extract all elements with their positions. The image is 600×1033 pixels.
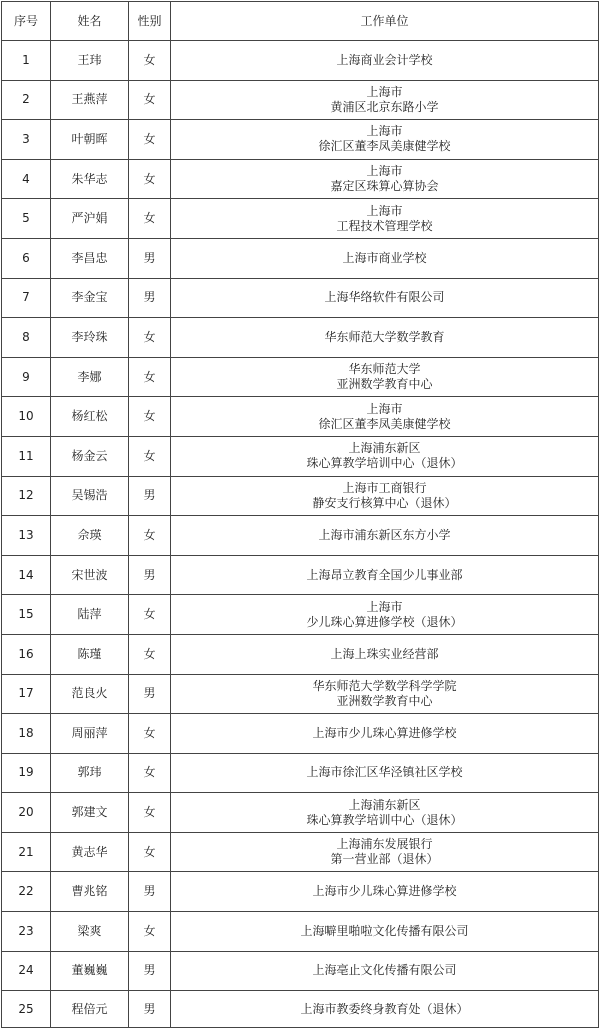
table-row (2, 674, 599, 714)
row-gender: 男 (129, 991, 171, 1028)
row-name: 李娜 (51, 357, 129, 397)
row-index: 16 (2, 634, 51, 674)
row-name: 吴锡浩 (51, 476, 129, 516)
row-gender: 女 (129, 634, 171, 674)
table-row (2, 555, 599, 595)
unit-line: 上海市商业学校 (342, 250, 427, 265)
row-unit (171, 595, 599, 635)
row-gender: 男 (129, 238, 171, 278)
row-index: 11 (2, 436, 51, 476)
row-gender: 女 (129, 199, 171, 239)
row-index: 10 (2, 397, 51, 437)
row-gender: 男 (129, 476, 171, 516)
row-unit (171, 397, 599, 437)
row-gender: 男 (129, 872, 171, 912)
unit-line: 徐汇区董李凤美康健学校 (318, 416, 451, 431)
table-row (2, 595, 599, 635)
unit-line: 上海亳止文化传播有限公司 (312, 963, 457, 978)
row-name: 陈瑾 (51, 634, 129, 674)
row-index: 4 (2, 159, 51, 199)
row-gender: 女 (129, 397, 171, 437)
table-row (2, 436, 599, 476)
row-name: 程倍元 (51, 991, 129, 1028)
row-name: 李昌忠 (51, 238, 129, 278)
row-unit (171, 674, 599, 714)
table-row (2, 476, 599, 516)
table-row (2, 516, 599, 556)
row-unit (171, 634, 599, 674)
row-unit (171, 951, 599, 991)
row-unit (171, 555, 599, 595)
unit-line: 少儿珠心算进修学校（退休） (306, 614, 463, 629)
table-row (2, 793, 599, 833)
row-name: 王燕萍 (51, 80, 129, 120)
row-name: 周丽萍 (51, 714, 129, 754)
row-index: 3 (2, 120, 51, 160)
unit-line: 上海市 (366, 203, 403, 218)
unit-line: 上海浦东新区 (348, 441, 421, 456)
row-index: 7 (2, 278, 51, 318)
row-index: 18 (2, 714, 51, 754)
row-gender: 男 (129, 674, 171, 714)
row-name: 郭玮 (51, 753, 129, 793)
row-gender: 女 (129, 793, 171, 833)
row-name: 黄志华 (51, 832, 129, 872)
table-row (2, 832, 599, 872)
unit-line: 上海噼里啪啦文化传播有限公司 (300, 923, 469, 938)
row-name: 朱华志 (51, 159, 129, 199)
row-index: 13 (2, 516, 51, 556)
row-name: 宋世波 (51, 555, 129, 595)
row-unit (171, 793, 599, 833)
row-unit (171, 80, 599, 120)
unit-line: 上海市 (366, 124, 403, 139)
unit-line: 上海市徐汇区华泾镇社区学校 (306, 765, 463, 780)
unit-line: 黄浦区北京东路小学 (330, 99, 439, 114)
row-unit (171, 238, 599, 278)
header-gender: 性别 (129, 2, 171, 41)
table-row (2, 753, 599, 793)
row-gender: 女 (129, 318, 171, 358)
row-unit (171, 41, 599, 81)
row-name: 郭建文 (51, 793, 129, 833)
row-name: 董巍巍 (51, 951, 129, 991)
table-row (2, 318, 599, 358)
row-index: 24 (2, 951, 51, 991)
row-unit (171, 516, 599, 556)
unit-line: 珠心算教学培训中心（退休） (306, 456, 463, 471)
unit-line: 华东师范大学 (348, 362, 421, 377)
table-body (2, 41, 599, 1028)
row-name: 叶朝晖 (51, 120, 129, 160)
row-name: 曹兆铭 (51, 872, 129, 912)
table-header-row (2, 2, 599, 41)
unit-line: 上海商业会计学校 (336, 52, 433, 67)
row-name: 王玮 (51, 41, 129, 81)
row-gender: 女 (129, 753, 171, 793)
row-index: 5 (2, 199, 51, 239)
row-gender: 女 (129, 595, 171, 635)
row-name: 李金宝 (51, 278, 129, 318)
table-row (2, 872, 599, 912)
row-index: 22 (2, 872, 51, 912)
row-index: 14 (2, 555, 51, 595)
unit-line: 工程技术管理学校 (336, 218, 433, 233)
unit-line: 上海昂立教育全国少儿事业部 (306, 567, 463, 582)
row-index: 12 (2, 476, 51, 516)
row-gender: 女 (129, 436, 171, 476)
row-name: 佘瑛 (51, 516, 129, 556)
table-row (2, 80, 599, 120)
row-name: 梁爽 (51, 912, 129, 952)
row-unit (171, 991, 599, 1028)
row-index: 20 (2, 793, 51, 833)
header-index: 序号 (2, 2, 51, 41)
staff-table (1, 1, 599, 1028)
header-name: 姓名 (51, 2, 129, 41)
row-index: 19 (2, 753, 51, 793)
table-row (2, 951, 599, 991)
unit-line: 上海市 (366, 164, 403, 179)
row-unit (171, 753, 599, 793)
row-unit (171, 714, 599, 754)
table-row (2, 120, 599, 160)
row-gender: 女 (129, 714, 171, 754)
unit-line: 上海市少儿珠心算进修学校 (312, 725, 457, 740)
row-index: 9 (2, 357, 51, 397)
unit-line: 上海市工商银行 (342, 480, 427, 495)
row-name: 杨金云 (51, 436, 129, 476)
row-index: 1 (2, 41, 51, 81)
unit-line: 上海市少儿珠心算进修学校 (312, 884, 457, 899)
table-row (2, 634, 599, 674)
table-row (2, 991, 599, 1028)
row-gender: 男 (129, 278, 171, 318)
row-unit (171, 436, 599, 476)
table-row (2, 714, 599, 754)
row-index: 25 (2, 991, 51, 1028)
table-row (2, 199, 599, 239)
row-gender: 女 (129, 41, 171, 81)
unit-line: 华东师范大学数学科学学院 (312, 678, 457, 693)
row-name: 杨红松 (51, 397, 129, 437)
unit-line: 嘉定区珠算心算协会 (330, 179, 439, 194)
row-index: 6 (2, 238, 51, 278)
unit-line: 亚洲数学教育中心 (336, 377, 433, 392)
header-unit: 工作单位 (171, 2, 599, 41)
unit-line: 上海上珠实业经营部 (330, 646, 439, 661)
row-index: 17 (2, 674, 51, 714)
row-unit (171, 278, 599, 318)
row-index: 8 (2, 318, 51, 358)
row-unit (171, 872, 599, 912)
unit-line: 上海市教委终身教育处（退休） (300, 1001, 469, 1016)
unit-line: 珠心算教学培训中心（退休） (306, 812, 463, 827)
row-gender: 女 (129, 159, 171, 199)
row-index: 21 (2, 832, 51, 872)
table-row (2, 41, 599, 81)
unit-line: 上海浦东新区 (348, 797, 421, 812)
table-row (2, 397, 599, 437)
unit-line: 上海市浦东新区东方小学 (318, 527, 451, 542)
table-row (2, 238, 599, 278)
unit-line: 第一营业部（退休） (330, 852, 439, 867)
row-unit (171, 120, 599, 160)
row-gender: 女 (129, 80, 171, 120)
row-name: 严沪娟 (51, 199, 129, 239)
table-row (2, 278, 599, 318)
row-index: 2 (2, 80, 51, 120)
unit-line: 华东师范大学数学教育 (324, 329, 445, 344)
row-gender: 女 (129, 912, 171, 952)
row-gender: 女 (129, 120, 171, 160)
table-row (2, 912, 599, 952)
row-unit (171, 912, 599, 952)
unit-line: 上海市 (366, 599, 403, 614)
unit-line: 亚洲数学教育中心 (336, 693, 433, 708)
row-unit (171, 199, 599, 239)
unit-line: 上海浦东发展银行 (336, 837, 433, 852)
row-unit (171, 476, 599, 516)
row-name: 范良火 (51, 674, 129, 714)
row-index: 23 (2, 912, 51, 952)
unit-line: 徐汇区董李凤美康健学校 (318, 139, 451, 154)
unit-line: 静安支行核算中心（退休） (312, 495, 457, 510)
row-gender: 男 (129, 555, 171, 595)
table-row (2, 357, 599, 397)
row-name: 陆萍 (51, 595, 129, 635)
row-unit (171, 318, 599, 358)
row-gender: 男 (129, 951, 171, 991)
row-gender: 女 (129, 357, 171, 397)
unit-line: 上海市 (366, 84, 403, 99)
row-unit (171, 832, 599, 872)
row-index: 15 (2, 595, 51, 635)
row-unit (171, 159, 599, 199)
unit-line: 上海市 (366, 401, 403, 416)
table-row (2, 159, 599, 199)
row-unit (171, 357, 599, 397)
row-name: 李玲珠 (51, 318, 129, 358)
unit-line: 上海华络软件有限公司 (324, 290, 445, 305)
row-gender: 女 (129, 832, 171, 872)
row-gender: 女 (129, 516, 171, 556)
